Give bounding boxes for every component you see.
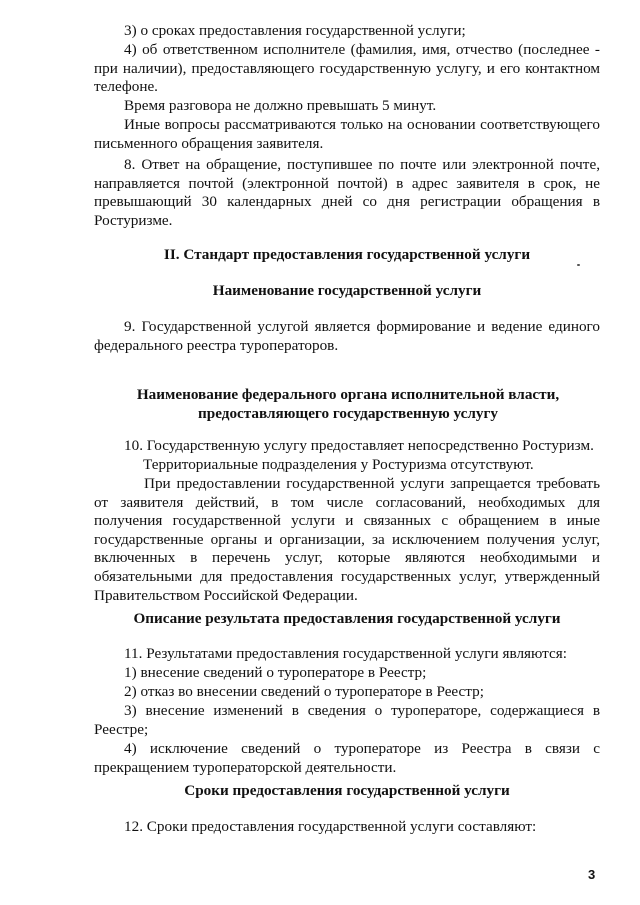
paragraph-11-1: 1) внесение сведений о туроператоре в Реестр; <box>124 664 427 681</box>
paragraph-item-3: 3) о сроках предоставления государственной услуги; <box>124 22 466 39</box>
paragraph-11-4: 4) исключение сведений о туроператоре из Реестра в связи с прекращением туроператорской деятельности. <box>94 740 600 776</box>
paragraph-other-questions: Иные вопросы рассматриваются только на основании соответствующего письменного обращения заявителя. <box>94 116 600 152</box>
heading-service-terms: Сроки предоставления государственной услуги <box>184 782 510 799</box>
heading-result-description: Описание результата предоставления государственной услуги <box>133 610 561 627</box>
paragraph-11-2: 2) отказ во внесении сведений о туроператоре в Реестр; <box>124 683 484 700</box>
paragraph-prohibition: При предоставлении государственной услуги запрещается требовать от заявителя действий, в том числе согласований, необходимых для получения государственной услуги и связанных с обращением в иные государственные органы и организации, за исключением получения услуг, включенных в перечень услуг, которые являются необходимыми и обязательными для предоставления государственных услуг, утвержденный Правительством Российской Федерации. <box>94 475 600 604</box>
paragraph-11-3: 3) внесение изменений в сведения о туроператоре, содержащиеся в Реестре; <box>94 702 600 738</box>
paragraph-11: 11. Результатами предоставления государственной услуги являются: <box>124 645 567 662</box>
paragraph-10: 10. Государственную услугу предоставляет непосредственно Ростуризм. <box>124 437 594 454</box>
heading-federal-body: Наименование федерального органа исполнительной власти, предоставляющего государственную услугу <box>136 386 560 422</box>
paragraph-item-4: 4) об ответственном исполнителе (фамилия, имя, отчество (последнее - при наличии), предоставляющего государственную услугу, и его контактном телефоне. <box>94 41 600 96</box>
paragraph-9: 9. Государственной услугой является формирование и ведение единого федерального реестра туроператоров. <box>94 318 600 354</box>
paragraph-conversation-time: Время разговора не должно превышать 5 минут. <box>124 97 437 114</box>
page-number: 3 <box>588 867 596 882</box>
paragraph-12: 12. Сроки предоставления государственной услуги составляют: <box>124 818 537 835</box>
paragraph-8: 8. Ответ на обращение, поступившее по почте или электронной почте, направляется почтой (электронной почтой) в адрес заявителя в срок, не превышающий 30 календарных дней со дня регистрации обращения в Ростуризме. <box>94 156 600 229</box>
scan-speck <box>577 264 580 266</box>
paragraph-territorial: Территориальные подразделения у Ростуризма отсутствуют. <box>143 456 534 473</box>
section-heading-ii: II. Стандарт предоставления государственной услуги <box>163 246 531 263</box>
heading-service-name: Наименование государственной услуги <box>212 282 482 299</box>
